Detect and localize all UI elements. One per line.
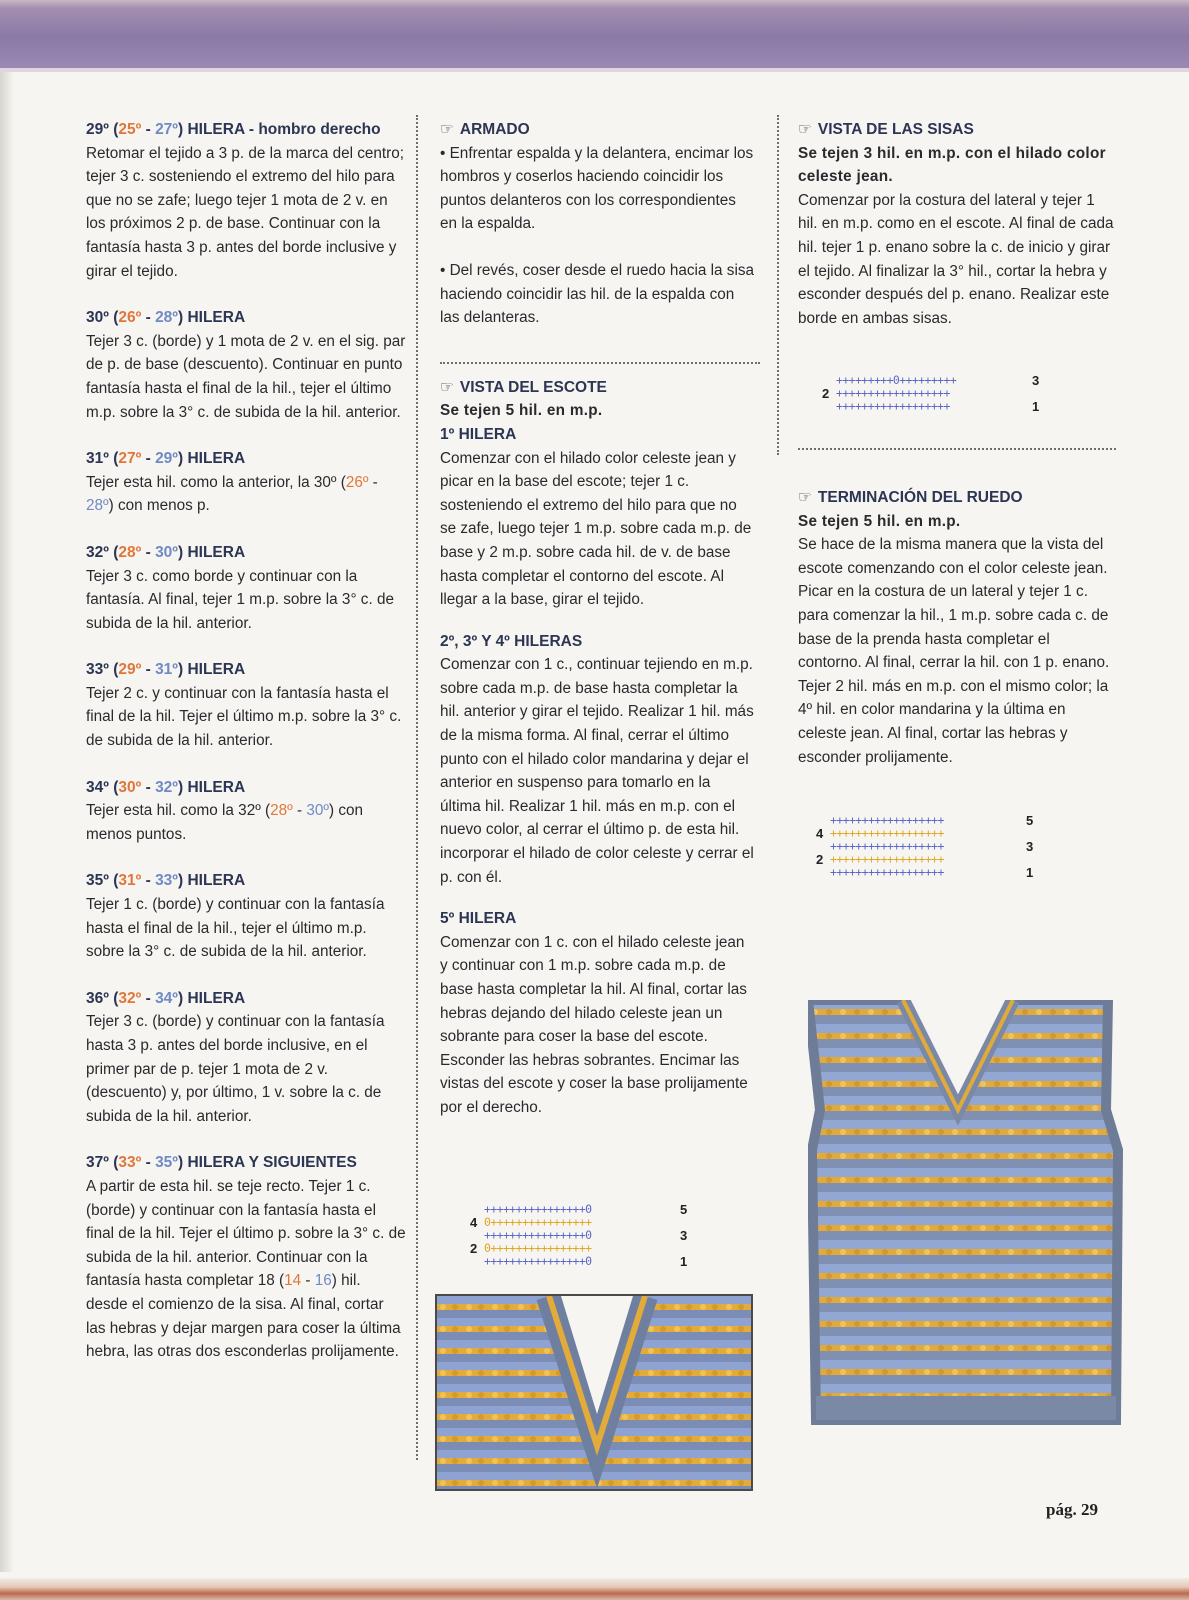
heading-part: 27º (118, 450, 142, 468)
ruedo-stitch-diagram (816, 813, 1060, 884)
row-number: 4 (816, 826, 824, 841)
column-two (440, 118, 755, 1143)
heading-part: ) (177, 661, 188, 679)
pointing-hand-icon: ☞ (798, 121, 812, 138)
sisas-subtitle: Se tejen 3 hil. en m.p. con el hilado color celeste jean. (798, 144, 1106, 186)
column-divider-right (777, 115, 779, 455)
row5-text: Comenzar con 1 c. con el hilado celeste jean y continuar con 1 m.p. sobre cada m.p. de base hasta completar la hil. Al final, cortar las hebras dejando del hilado celeste jean un sobrante para coser la base del escote. Esconder las hebras sobrantes. Encimar las vistas del escote y coser la base prolijamente por el derecho. (440, 933, 748, 1116)
row-number: 2 (822, 386, 830, 401)
heading-part: 30º (155, 543, 178, 561)
heading-part: 32º (86, 543, 109, 561)
top-band-edge (0, 68, 1189, 72)
heading-part: HILERA (187, 309, 246, 327)
row-number: 3 (1032, 373, 1040, 388)
text-part: ) con menos puntos. (86, 802, 363, 843)
pointing-hand-icon: ☞ (440, 121, 454, 138)
heading-part: HILERA Y SIGUIENTES (187, 1154, 357, 1172)
row-heading (86, 541, 406, 565)
stitch-row: ++++++++++++++++++ (830, 813, 944, 827)
heading-part: - (141, 450, 156, 468)
heading-part: HILERA (187, 661, 246, 679)
heading-part: ) (177, 309, 188, 327)
heading-part: - (141, 778, 156, 796)
text-part: 16 (314, 1272, 332, 1290)
bottom-page-edge (0, 1578, 1189, 1600)
heading-part: ( (108, 1154, 119, 1172)
heading-part: 29º (86, 121, 109, 138)
text-part: 14 (284, 1272, 302, 1290)
heading-part: - (141, 872, 156, 890)
row-section (86, 987, 406, 1129)
text-part: 28º (270, 802, 293, 820)
stitch-row: +++++++++0+++++++++ (836, 373, 957, 387)
ruedo-text: Se hace de la misma manera que la vista del escote comenzando con el color celeste jean. Picar en la costura de un lateral y tejer 1 c. para comenzar la hil., 1 m.p. sobre cada c. de base de la prenda hasta completar el contorno. Al final, cerrar la hil. con 1 p. enano. Tejer 2 hil. más en m.p. con el mismo color; la 4º hil. en color mandarina y la última en celeste jean. Al final, cortar las hebras y esconder prolijamente. (798, 536, 1110, 766)
row1-text: Comenzar con el hilado color celeste jean y picar en la base del escote; tejer 1 c. sosteniendo el extremo del hilo para que no se zafe, luego tejer 1 m.p. sobre cada m.p. de base y 2 m.p. sobre cada hil. de v. de base hasta completar el contorno del escote. Al llegar a la base, girar el tejido. (440, 449, 752, 609)
text-part: A partir de esta hil. se teje recto. Tejer 1 c. (borde) y continuar con la fantasía hasta el final de la hil. Tejer el último p. sobre la 3° c. de subida de la hil. anterior. Continuar con la fantasía hasta completar 18 ( (86, 1177, 406, 1290)
stitch-row: ++++++++++++++++++ (830, 826, 944, 840)
row-heading (86, 987, 406, 1011)
escote-title: VISTA DEL ESCOTE (459, 378, 607, 396)
heading-part: 37º (86, 1154, 109, 1172)
page-number: pág. 29 (1046, 1500, 1098, 1519)
row-number: 2 (816, 852, 824, 867)
vest-photo (808, 1000, 1138, 1430)
heading-part: 25º (118, 121, 142, 138)
armado-title: ARMADO (459, 121, 530, 138)
row-heading (86, 118, 406, 142)
row-heading (86, 1151, 406, 1175)
row5-title: 5º HILERA (440, 910, 517, 928)
row-section (86, 658, 406, 752)
column-one (86, 118, 406, 1387)
escote-stitch-diagram (470, 1202, 714, 1273)
row-text (86, 1175, 406, 1364)
row-number: 3 (1026, 839, 1034, 854)
stitch-row: ++++++++++++++++++ (830, 852, 944, 866)
row-text (86, 799, 406, 846)
row-number: 2 (470, 1241, 478, 1256)
row-section (86, 118, 406, 283)
heading-part: ) (177, 1154, 188, 1172)
stitch-row: ++++++++++++++++0 (484, 1228, 592, 1242)
heading-part: 31º (118, 872, 142, 890)
divider-armado (440, 362, 760, 364)
heading-part: ) (177, 450, 188, 468)
heading-part: 33º (86, 661, 109, 679)
row-section (86, 776, 406, 847)
pointing-hand-icon: ☞ (798, 489, 812, 506)
sisas-text: Comenzar por la costura del lateral y tejer 1 hil. en m.p. como en el escote. Al final de cada hil. tejer 1 p. enano sobre la c. de inicio y girar el tejido. Al finalizar la 3° hil., cortar la hebra y esconder después del p. enano. Realizar este borde en ambas sisas. (798, 191, 1114, 327)
heading-part: ) (177, 121, 188, 138)
row-section (86, 869, 406, 963)
row-heading (86, 306, 406, 330)
row-text: Tejer 1 c. (borde) y continuar con la fantasía hasta el final de la hil., tejer el último m.p. sobre la 3° c. de subida de la hil. anterior. (86, 896, 385, 961)
row-section (86, 1151, 406, 1363)
column-divider-left (416, 115, 418, 1460)
heading-part: ( (108, 450, 119, 468)
stitch-row: ++++++++++++++++0 (484, 1202, 592, 1216)
heading-part: - (141, 309, 156, 327)
heading-part: 34º (155, 989, 178, 1007)
stitch-row: ++++++++++++++++++ (830, 865, 944, 879)
heading-part: ) (177, 872, 188, 890)
heading-part: ( (108, 778, 119, 796)
heading-part: ( (108, 661, 119, 679)
row-number: 3 (680, 1228, 688, 1243)
heading-part: HILERA (187, 872, 246, 890)
row-text (86, 471, 406, 518)
row-heading (86, 776, 406, 800)
row-number: 4 (470, 1215, 478, 1230)
heading-part: HILERA - hombro derecho (187, 121, 381, 138)
heading-part: - (141, 1154, 156, 1172)
heading-part: 31º (155, 661, 178, 679)
row-text: Tejer 3 c. como borde y continuar con la fantasía. Al final, tejer 1 m.p. sobre la 3° c. de subida de la hil. anterior. (86, 567, 394, 632)
sisas-stitch-diagram (822, 373, 1066, 418)
stitch-row: ++++++++++++++++++ (830, 839, 944, 853)
row-number: 5 (680, 1202, 688, 1217)
heading-part: 26º (118, 309, 142, 327)
row-number: 1 (1026, 865, 1034, 880)
heading-part: - (141, 989, 156, 1007)
row-text: Tejer 3 c. (borde) y continuar con la fantasía hasta 3 p. antes del borde inclusive, en el primer par de p. tejer 1 mota de 2 v. (descuento) y, por último, 1 v. sobre la c. de subida de la hil. anterior. (86, 1013, 385, 1125)
top-color-band (0, 0, 1189, 68)
text-part: 26º (345, 473, 369, 491)
row-text: Retomar el tejido a 3 p. de la marca del centro; tejer 3 c. sosteniendo el extremo del hilo para que no se zafe; luego tejer 1 mota de 2 v. en los próximos 2 p. de base. Continuar con la fantasía hasta 3 p. antes del borde inclusive y girar el tejido. (86, 144, 405, 280)
row-heading (86, 447, 406, 471)
heading-part: 32º (118, 989, 142, 1007)
row-section (86, 306, 406, 424)
row-heading (86, 658, 406, 682)
row-text: Tejer 3 c. (borde) y 1 mota de 2 v. en el sig. par de p. de base (descuento). Continuar en punto fantasía hasta el final de la hil., tejer el último m.p. sobre la 3° c. de subida de la hil. anterior. (86, 332, 406, 421)
text-part: 30º (306, 802, 329, 820)
ruedo-title: TERMINACIÓN DEL RUEDO (817, 489, 1023, 506)
stitch-row: ++++++++++++++++0 (484, 1254, 592, 1268)
text-part: - (292, 802, 307, 820)
stitch-row: ++++++++++++++++++ (836, 386, 950, 400)
text-part: 28º (86, 497, 109, 515)
row-section (86, 447, 406, 518)
row-number: 5 (1026, 813, 1034, 828)
heading-part: 36º (86, 989, 109, 1007)
heading-part: 33º (155, 872, 178, 890)
stitch-row: 0++++++++++++++++ (484, 1241, 592, 1255)
heading-part: 35º (86, 872, 109, 890)
text-part: ) hil. desde el comienzo de la sisa. Al final, cortar las hebras y dejar margen para coser la última hebra, las otras dos esconderlas prolijamente. (86, 1272, 401, 1361)
sisas-title: VISTA DE LAS SISAS (817, 121, 974, 138)
heading-part: 28º (155, 309, 178, 327)
text-part: - (368, 473, 378, 491)
heading-part: 30º (86, 309, 109, 327)
stitch-row: 0++++++++++++++++ (484, 1215, 592, 1229)
heading-part: HILERA (187, 450, 246, 468)
heading-part: - (141, 121, 156, 138)
ruedo-subtitle: Se tejen 5 hil. en m.p. (798, 512, 961, 530)
page-gutter-shadow (0, 72, 14, 1572)
row1-title: 1º HILERA (440, 425, 517, 443)
ruedo-section (798, 486, 1116, 769)
text-part: Tejer esta hil. como la 32º ( (86, 802, 271, 820)
row-number: 1 (1032, 399, 1040, 414)
heading-part: - (141, 543, 156, 561)
divider-sisas (798, 448, 1116, 450)
escote-subtitle: Se tejen 5 hil. en m.p. (440, 402, 603, 420)
heading-part: HILERA (187, 778, 246, 796)
row234-text: Comenzar con 1 c., continuar tejiendo en m.p. sobre cada m.p. de base hasta completar la hil. anterior y girar el tejido. Realizar 1 hil. más de la misma forma. Al final, cerrar el último punto con el hilado color mandarina y dejar el anterior en suspenso para tomarlo en la última hil. Realizar 1 hil. más en m.p. con el nuevo color, al cerrar el último p. de esta hil. incorporar el hilado de color celeste y cerrar el p. con él. (440, 656, 754, 886)
heading-part: 29º (118, 661, 142, 679)
heading-part: ( (108, 989, 119, 1007)
heading-part: 31º (86, 450, 109, 468)
heading-part: 32º (155, 778, 178, 796)
heading-part: 33º (118, 1154, 142, 1172)
heading-part: 27º (155, 121, 178, 138)
heading-part: ) (177, 543, 188, 561)
text-part: - (301, 1272, 315, 1290)
heading-part: 35º (155, 1154, 178, 1172)
text-part: Tejer esta hil. como la anterior, la 30º ( (86, 473, 346, 491)
heading-part: ( (108, 121, 119, 138)
row-text: Tejer 2 c. y continuar con la fantasía hasta el final de la hil. Tejer el último m.p. sobre la 3° c. de subida de la hil. anterior. (86, 684, 402, 750)
heading-part: HILERA (187, 989, 246, 1007)
heading-part: ( (108, 543, 119, 561)
row234-title: 2º, 3º Y 4º HILERAS (440, 632, 583, 650)
heading-part: 34º (86, 778, 109, 796)
heading-part: ( (108, 872, 119, 890)
neckline-closeup-photo (435, 1294, 753, 1491)
stitch-row: ++++++++++++++++++ (836, 399, 950, 413)
text-part: ) con menos p. (108, 497, 210, 515)
row-heading (86, 869, 406, 893)
column-three (798, 118, 1116, 353)
row-number: 1 (680, 1254, 688, 1269)
heading-part: HILERA (187, 543, 246, 561)
heading-part: 29º (155, 450, 178, 468)
heading-part: ) (177, 989, 188, 1007)
pointing-hand-icon: ☞ (440, 378, 454, 396)
armado-paragraph-2: • Del revés, coser desde el ruedo hacia la sisa haciendo coincidir las hil. de la espalda con las delanteras. (440, 261, 755, 327)
heading-part: ( (108, 309, 119, 327)
heading-part: - (141, 661, 156, 679)
row-section (86, 541, 406, 635)
armado-paragraph-1: • Enfrentar espalda y la delantera, encimar los hombros y coserlos haciendo coincidir los puntos delanteros con los correspondientes en la espalda. (440, 144, 754, 233)
heading-part: 30º (118, 778, 142, 796)
heading-part: ) (177, 778, 188, 796)
heading-part: 28º (118, 543, 142, 561)
